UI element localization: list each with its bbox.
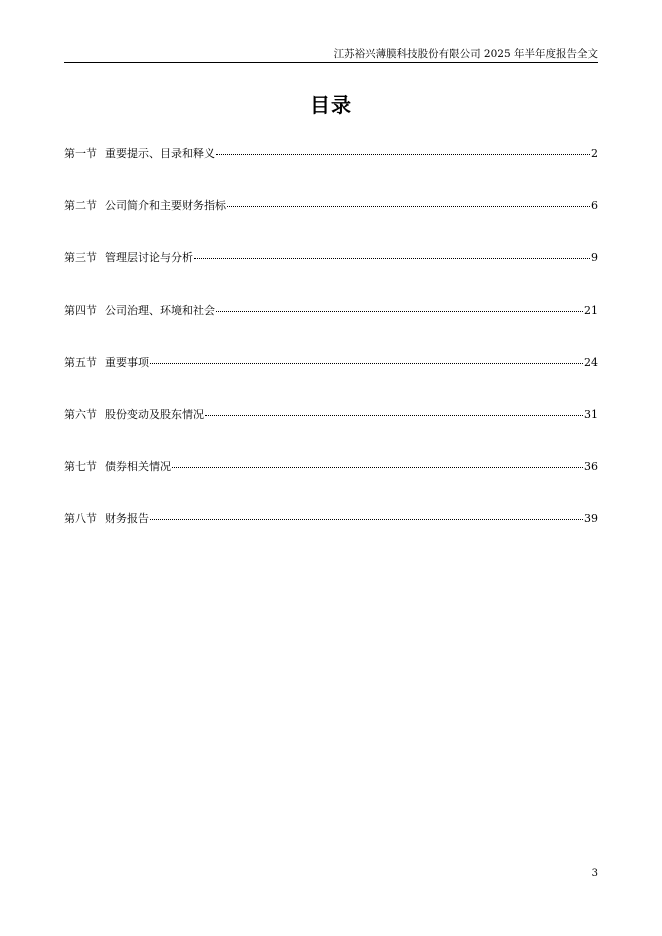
toc-page-number: 2 [591, 147, 598, 160]
toc-section-title: 公司治理、环境和社会 [105, 303, 215, 317]
toc-section-title: 重要提示、目录和释义 [105, 147, 215, 160]
running-header: 江苏裕兴薄膜科技股份有限公司 2025 年半年度报告全文 [333, 48, 598, 60]
toc-entry-section-1[interactable] [64, 147, 598, 199]
toc-section-number: 第八节 [64, 512, 97, 526]
toc-section-title: 重要事项 [105, 355, 149, 369]
toc-section-title: 公司简介和主要财务指标 [105, 199, 226, 213]
toc-section-number: 第一节 [64, 147, 97, 160]
toc-section-number: 第五节 [64, 355, 97, 369]
toc-page-number: 39 [584, 512, 598, 526]
toc-entry-section-7[interactable] [64, 460, 598, 512]
toc-leader-dots [216, 154, 590, 155]
toc-leader-dots [227, 206, 590, 207]
toc-leader-dots [150, 363, 583, 364]
toc-leader-dots [216, 311, 583, 312]
toc-page-number: 21 [584, 303, 598, 317]
toc-page-number: 31 [584, 407, 598, 421]
header-rule [64, 62, 598, 63]
toc-section-title: 管理层讨论与分析 [105, 251, 193, 265]
toc-leader-dots [172, 467, 583, 468]
page-title: 目录 [310, 93, 352, 117]
toc-page-number: 36 [584, 460, 598, 474]
toc-section-number: 第六节 [64, 407, 97, 421]
toc-leader-dots [205, 415, 583, 416]
toc-section-number: 第四节 [64, 303, 97, 317]
toc-page-number: 9 [591, 251, 598, 265]
toc-section-number: 第三节 [64, 251, 97, 265]
toc-section-number: 第七节 [64, 460, 97, 474]
toc-leader-dots [150, 519, 583, 520]
toc-entry-section-2[interactable] [64, 199, 598, 251]
toc-leader-dots [194, 258, 590, 259]
toc-section-title: 财务报告 [105, 512, 149, 526]
toc-entry-section-4[interactable] [64, 304, 598, 356]
toc-entry-section-5[interactable] [64, 356, 598, 408]
toc-entry-section-8[interactable] [64, 512, 598, 564]
table-of-contents [64, 147, 598, 565]
toc-section-number: 第二节 [64, 199, 97, 213]
toc-section-title: 债券相关情况 [105, 460, 171, 474]
toc-page-number: 24 [584, 355, 598, 369]
toc-section-title: 股份变动及股东情况 [105, 407, 204, 421]
toc-entry-section-3[interactable] [64, 251, 598, 303]
page-number: 3 [591, 868, 598, 879]
toc-entry-section-6[interactable] [64, 408, 598, 460]
toc-page-number: 6 [591, 199, 598, 213]
